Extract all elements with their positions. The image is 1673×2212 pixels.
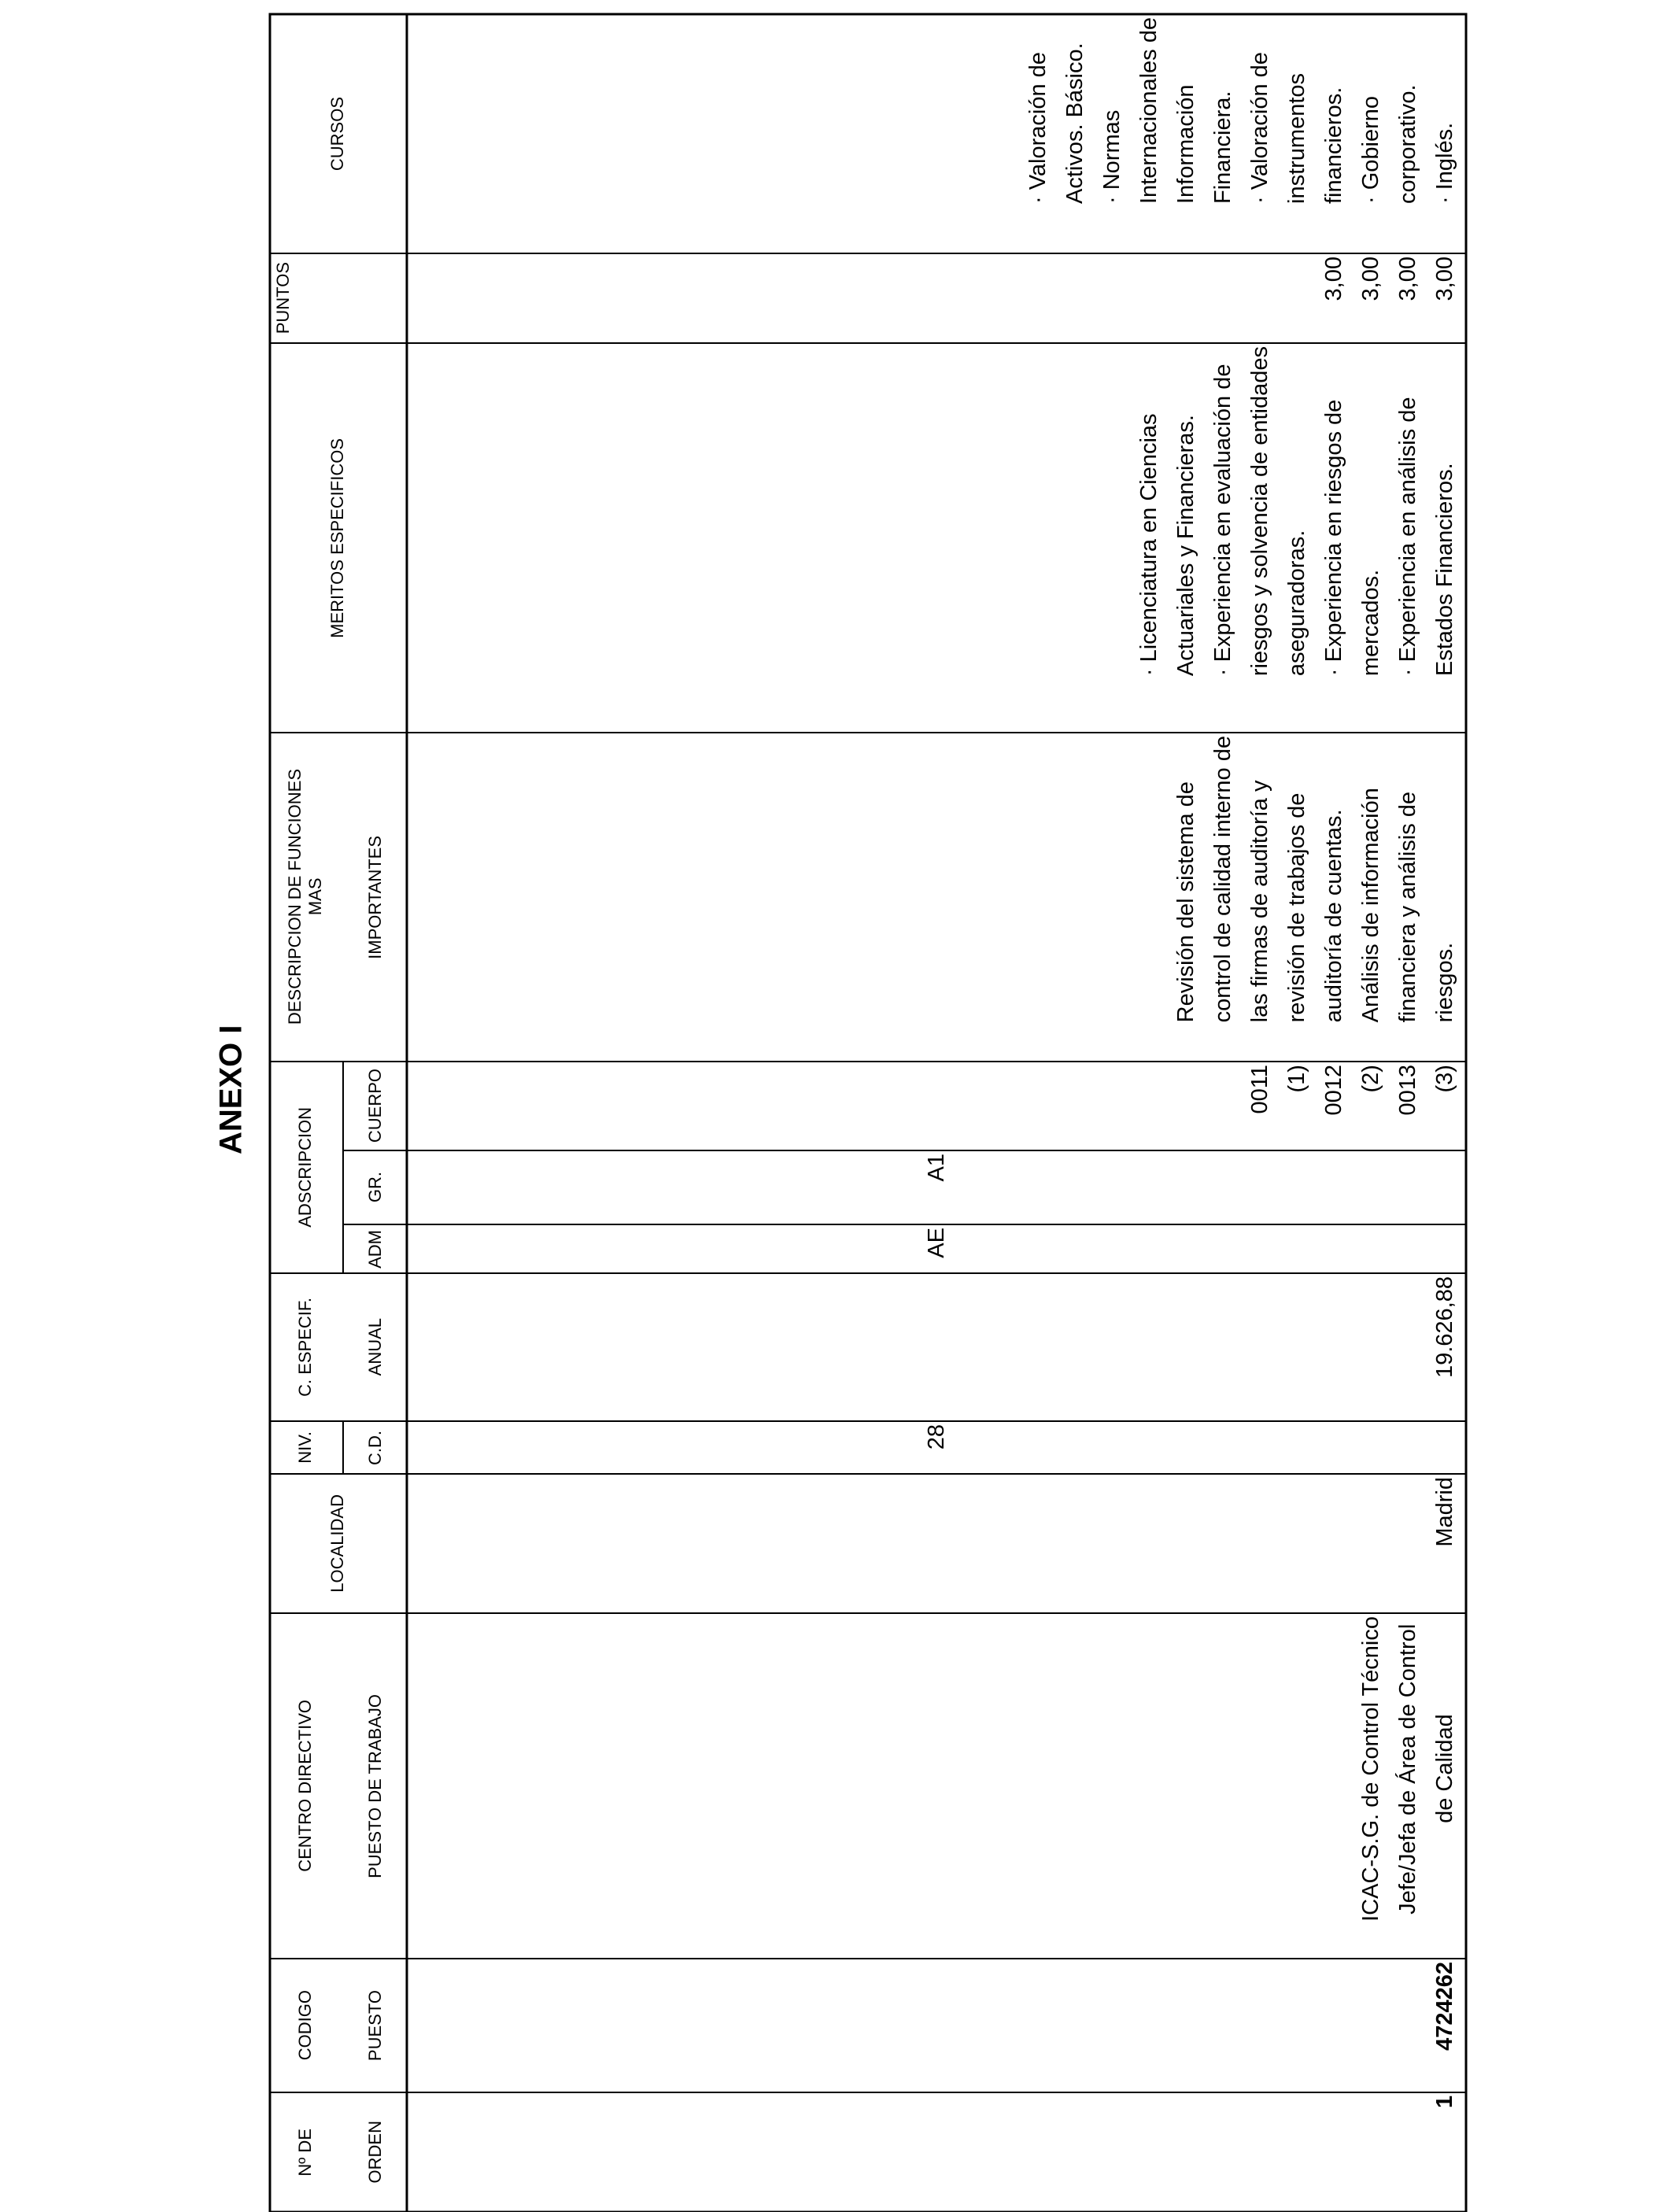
header-n-de-text: Nº DE <box>295 2128 315 2177</box>
header-puntos-text: PUNTOS <box>273 262 293 334</box>
header-cursos-text: CURSOS <box>327 96 347 172</box>
header-c-especif-text: C. ESPECIF. <box>295 1298 315 1397</box>
text-line: Información <box>1173 84 1198 204</box>
header-cuerpo-text: CUERPO <box>364 1069 385 1143</box>
text-line: 0013 <box>1395 1065 1420 1116</box>
text-line: Financiera. <box>1210 90 1235 204</box>
text-line: · Experiencia en riesgos de <box>1321 399 1346 677</box>
text-line: · Inglés. <box>1432 122 1457 204</box>
text-line: 3,00 <box>1395 257 1420 301</box>
text-line: 28 <box>924 1424 949 1450</box>
text-line: 0012 <box>1321 1065 1346 1116</box>
header-niv-text: NIV. <box>295 1431 315 1464</box>
text-line: · Valoración de <box>1247 52 1272 204</box>
text-line: 19.626,88 <box>1432 1276 1457 1379</box>
text-line: riesgos. <box>1432 942 1457 1023</box>
text-line: · Licenciatura en Ciencias <box>1136 413 1161 677</box>
text-line: aseguradoras. <box>1284 530 1309 677</box>
text-line: instrumentos <box>1284 72 1309 204</box>
text-line: mercados. <box>1358 569 1383 677</box>
text-line: de Calidad <box>1432 1714 1457 1824</box>
header-importantes-text: IMPORTANTES <box>364 835 385 959</box>
text-line: control de calidad interno de <box>1210 736 1235 1023</box>
header-adm-text: ADM <box>364 1229 385 1268</box>
text-line: · Gobierno <box>1358 95 1383 204</box>
text-line: Actuariales y Financieras. <box>1173 415 1198 677</box>
text-line: (1) <box>1284 1065 1309 1093</box>
table-content <box>269 11 1464 2169</box>
text-line: 0011 <box>1247 1065 1272 1114</box>
text-line: Análisis de información <box>1358 788 1383 1023</box>
header-adscripcion-text: ADSCRIPCION <box>295 1107 315 1228</box>
text-line: · Valoración de <box>1025 52 1051 204</box>
text-line: 3,00 <box>1358 257 1383 301</box>
header-line: MAS <box>305 878 325 916</box>
text-line: revisión de trabajos de <box>1284 792 1309 1023</box>
text-line: Revisión del sistema de <box>1173 781 1198 1023</box>
text-line: las firmas de auditoría y <box>1247 780 1272 1023</box>
header-codigo-text: CODIGO <box>295 1990 315 2061</box>
text-line: 3,00 <box>1321 257 1346 301</box>
header-localidad-text: LOCALIDAD <box>327 1494 347 1593</box>
header-gr-text: GR. <box>364 1172 385 1203</box>
text-line: Estados Financieros. <box>1432 463 1457 677</box>
text-line: financieros. <box>1321 87 1346 204</box>
header-cd-text: C.D. <box>364 1430 385 1465</box>
header-line: DESCRIPCION DE FUNCIONES <box>285 769 305 1025</box>
text-line: corporativo. <box>1395 84 1420 204</box>
text-line: 3,00 <box>1432 257 1457 301</box>
text-line: (3) <box>1432 1065 1457 1093</box>
text-line: · Normas <box>1099 109 1125 204</box>
text-line: A1 <box>924 1154 949 1182</box>
text-line: 1 <box>1432 2096 1457 2109</box>
text-line: Madrid <box>1432 1477 1457 1547</box>
text-line: Jefe/Jefa de Área de Control <box>1395 1623 1420 1915</box>
text-line: AE <box>924 1228 949 1258</box>
header-meritos-text: MERITOS ESPECIFICOS <box>327 438 347 638</box>
text-line: financiera y análisis de <box>1395 791 1420 1023</box>
text-line: · Experiencia en evaluación de <box>1210 364 1235 677</box>
header-anual-text: ANUAL <box>364 1318 385 1376</box>
text-line: ICAC-S.G. de Control Técnico <box>1358 1616 1383 1922</box>
header-puesto-text: PUESTO <box>364 1989 385 2062</box>
text-line: 4724262 <box>1432 1962 1457 2051</box>
header-centro-directivo-text: CENTRO DIRECTIVO <box>295 1700 315 1872</box>
text-line: riesgos y solvencia de entidades <box>1247 346 1272 677</box>
header-puesto-de-trabajo-text: PUESTO DE TRABAJO <box>364 1693 385 1878</box>
page-title: ANEXO I <box>213 1025 249 1155</box>
text-line: · Experiencia en análisis de <box>1395 397 1420 677</box>
text-line: auditoría de cuentas. <box>1321 809 1346 1023</box>
text-line: Internacionales de <box>1136 17 1161 204</box>
text-line: Activos. Básico. <box>1062 42 1088 204</box>
header-orden-text: ORDEN <box>364 2121 385 2184</box>
text-line: (2) <box>1358 1065 1383 1093</box>
